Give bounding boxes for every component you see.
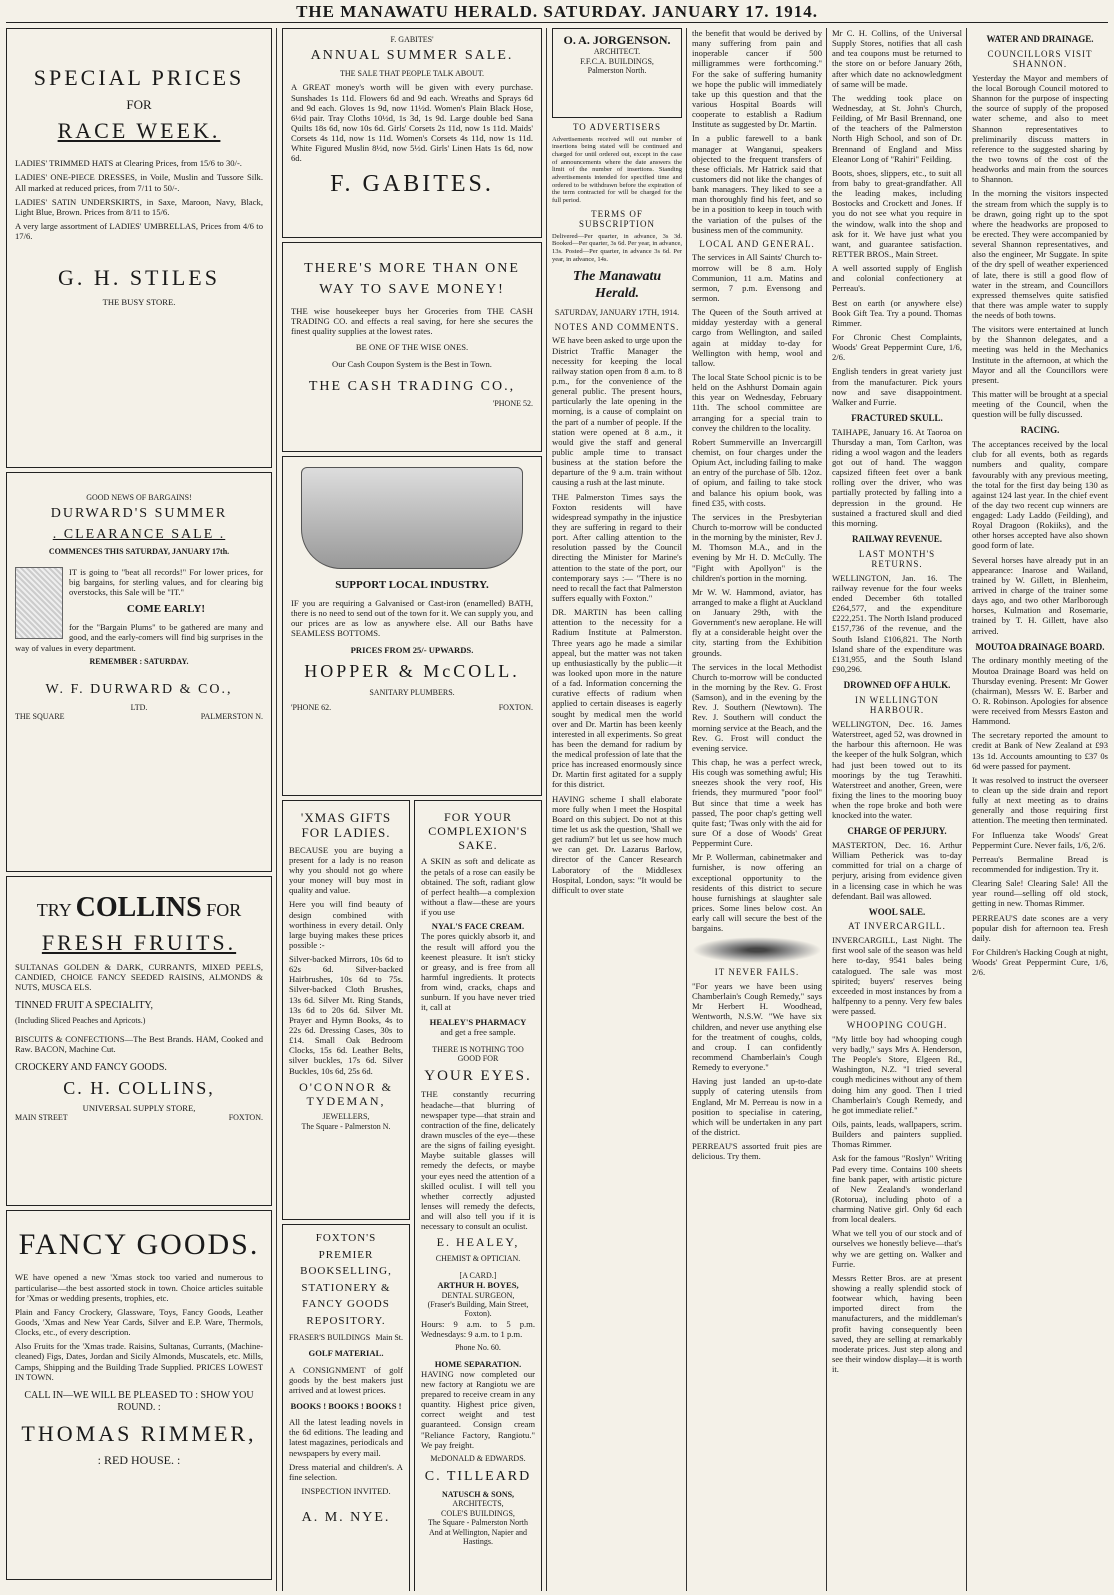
wool-sale-sub: AT INVERCARGILL. [848,921,946,932]
nye-address: Main St. [375,1333,403,1342]
durward-top: GOOD NEWS OF BARGAINS! [86,493,192,502]
gabites-top: F. GABITES' [390,35,434,44]
collins-text: (Including Sliced Peaches and Apricots.) [15,1016,146,1026]
article-text: Robert Summerville an Invercargill chemist, on four charges under the Opium Act, including failing to make an entry of the purchase of 5lb. 12oz. of opium, and failing to take stock and balance his opium book, was fined £35, with costs. [692,436,822,508]
stiles-text: LADIES' TRIMMED HATS at Clearing Prices, from 15/6 to 30/-. [15,158,242,169]
article-text: INVERCARGILL, Last Night. The first wool sale of the season was held here to-day, 9541 bales being catalogued. The sale was most spirited; buyers' reserves being exceeded in most instances by from a halfpenny to a penny. Very few bales were passed. [832,935,962,1017]
durward-remember: REMEMBER : SATURDAY. [89,656,189,666]
separation-text: HAVING now completed our new factory at Rangiotu we are prepared to receive cream in any quantity. Highest price given, correct weight and test guaranteed. Consign cream "Reliance Factory, Rangiotu." We pay freight. [421,1368,535,1450]
collins-text: TINNED FRUIT A SPECIALITY, [15,1000,153,1012]
article-text: The services in All Saints' Church to-morrow will be 8 a.m. Holy Communion, 11 a.m. Matins and sermon, 7 p.m. Evensong and sermon. [692,252,822,303]
nye-heading: FOXTON'S PREMIER BOOKSELLING, STATIONERY & FANCY GOODS REPOSITORY. [300,1232,392,1327]
article-text: This matter will be brought at a special meeting of the Council, when the question will be fully discussed. [972,389,1108,420]
article-text: What we tell you of our stock and of ourselves we honestly believe—that's why we are getting on. Walker and Furrie. [832,1228,962,1269]
jorgenson-town: Palmerston North. [587,66,647,76]
column-divider [966,28,967,1591]
nye-address: FRASER'S BUILDINGS [289,1333,371,1342]
article-text: WELLINGTON, Dec. 16. James Waterstreet, aged 52, was drowned in the harbour this afternoon. He was the keeper of the hulk Solgran, which had just been towed out to its moorings by the tug Terawhiti. Waterstreet and another, Green, were fixing the lines to the mooring buoy when the rope broke and both were knocked into the water. [832,719,962,821]
complexion-sample: and get a free sample. [440,1026,516,1037]
durward-text: IT is going to "beat all records!" For lower prices, for big bargains, for sterling values, and for clearing big overstocks, this Sale will be "IT." [69,566,263,598]
stiles-heading-1: SPECIAL PRICES [33,65,245,90]
nye-golf: GOLF MATERIAL. [308,1348,384,1359]
separation-heading: HOME SEPARATION. [434,1358,522,1369]
article-text: The services in the local Methodist Church to-morrow will be conducted in the morning by the Rev. G. Frost (Samson), and in the evening by the Rev. J. Southern (Newtown). The Rev. J. Southern will conduct the morning service at the Beach, and the Rev. G. Frost will conduct the evening service. [692,661,822,753]
durward-address: THE SQUARE [15,712,65,722]
article-text: For Children's Hacking Cough at night, Woods' Great Peppermint Cure, 1/6, 2/6. [972,947,1108,978]
article-text: MASTERTON, Dec. 16. Arthur William Petherick was to-day committed for trial on a charge of perjury, arising from evidence given in a licensing case in which he was defendant. Bail was allowed. [832,840,962,901]
hopper-name: HOPPER & McCOLL. [304,660,520,681]
durward-heading: . CLEARANCE SALE . [52,526,226,542]
hopper-heading: SUPPORT LOCAL INDUSTRY. [335,579,489,591]
xmas-sub: JEWELLERS, [322,1112,370,1122]
stiles-name: G. H. STILES [58,265,220,291]
cash-heading: THERE'S MORE THAN ONE [304,261,520,276]
article-text: Boots, shoes, slippers, etc., to suit all from baby to great-grandfather. All the leading makes, including Bostocks and Crockett and Jones. If you do not see what you require in the window, walk into the shop and ask for it. We have just what you want, and guarantee satisfaction. RETTER BROS., Main Street. [832,167,962,259]
nye-advert [282,1224,410,1591]
stiles-text: LADIES' SATIN UNDERSKIRTS, in Saxe, Maroon, Navy, Black, Light Blue, Brown. Prices from 8/11 to 15/6. [15,196,263,217]
fancy-goods-advert [6,1210,272,1580]
collins-name: COLLINS [75,892,202,923]
moutoa-heading: MOUTOA DRAINAGE BOARD. [975,641,1105,652]
hopper-phone: 'PHONE 62. [291,703,332,713]
durward-subheading: COMMENCES THIS SATURDAY, JANUARY 17th. [48,547,230,557]
advertisers-heading: TO ADVERTISERS [572,122,662,132]
column-5 [692,28,822,1591]
collins-advert [6,876,272,1206]
collins-sign: C. H. COLLINS, [63,1077,215,1098]
complexion-text: The pores quickly absorb it, and the result will afford you the keenest pleasure. It isn't sticky or greasy, and is free from all harmful ingredients. It protects from wind, cracks, chaps and sunburn. If you have never tried it, call at [421,931,535,1013]
collins-store: UNIVERSAL SUPPLY STORE, [82,1102,196,1113]
article-text: Mr P. Wollerman, cabinetmaker and furnisher, is now offering an exceptional opportunity to the residents of this district to secure house furnishings at slaughter sale prices. Some lines below cost. An early call will secure the best of the bargains. [692,852,822,934]
article-text: Several horses have already put in an appearance: Inarose and Wailand, trained by W. Gillett, in Blenheim, arrived in charge of the trainer some days ago, and two other Marlborough horses, Kulmation and Rosemarie, trained by T. H. Gillett, have also arrived. [972,554,1108,636]
drowned-sub: IN WELLINGTON HARBOUR. [855,694,939,716]
gabites-advert [282,28,542,238]
fancy-goods-call: CALL IN—WE WILL BE PLEASED TO : SHOW YOU ROUND. : [24,1389,254,1413]
durward-ltd: LTD. [130,702,148,712]
cash-heading: WAY TO SAVE MONEY! [319,281,505,297]
article-text: the benefit that would be derived by many suffering from pain and inoperable cancer if 500 milligrammes were forthcoming." For the sake of suffering humanity we hope the public will immediately take up this question and that the various Hospital Boards will cooperate to establish a Radium Institute as suggested by Dr. Martin. [692,28,822,130]
stiles-text: LADIES' ONE-PIECE DRESSES, in Voile, Muslin and Tussore Silk. All marked at reduced prices, from 7/11 to 50/-. [15,172,263,193]
durward-heading: DURWARD'S SUMMER [50,506,228,522]
jorgenson-sub: ARCHITECT. [593,47,641,57]
column-divider [276,28,277,1591]
tilleard-building: COLE'S BUILDINGS, [441,1508,515,1518]
column-6 [832,28,962,1591]
stiles-tagline: THE BUSY STORE. [102,297,176,308]
tilleard-arch: ARCHITECTS, [452,1499,504,1509]
column-divider [546,28,547,1591]
durward-text: for the "Bargain Plums" to be gathered are many and good, and the early-comers will find big surprises in the way of values in every department. [15,622,263,653]
cash-trading-advert [282,242,542,452]
complexion-cream: NYAL'S FACE CREAM. [431,921,525,932]
article-text: The Queen of the South arrived at midday yesterday with a general cargo from Wellington, and sailed again at midday to-day for Wellington with hemp, wool and tallow. [692,307,822,368]
notes-text: DR. MARTIN has been calling attention to the necessity for a Radium Institute at Palmerston. Three years ago he made a similar appeal, but the matter was not taken up enthusiastically by the public—it was looked upon more in the nature of a fad. Information concerning the curative effects of radium when applied to certain diseases is eagerly sought by medical men the world over and Dr. Martin has been keenly interested in all experiments. So great has been the demand for radium by the medical profession of late that the price has increased enormously since Dr. Martin first agitated for a supply for this district. [552,607,682,790]
article-text: PERREAU'S assorted fruit pies are delicious. Try them. [692,1141,822,1162]
xmas-text: BECAUSE you are buying a present for a lady is no reason why you should not go where your money will buy most in quality and value. [289,844,403,896]
tilleard-address: And at Wellington, Napier and Hastings. [428,1527,528,1546]
fancy-goods-text: Plain and Fancy Crockery, Glassware, Toys, Fancy Goods, Leather Goods, 'Xmas and New Year Cards, Silver and E.P. Ware, Thermols, Clocks, etc., of every description. [15,1306,263,1338]
collins-try: TRY [36,900,72,920]
notes-text: THE Palmerston Times says the Foxton residents will have widespread sympathy in the injustice they are suffering in regard to their port. After calling attention to the resolution passed by the Council directing the Minister for Marine's attention to the state of the port, our contemporary says :— "There is no need to recall the fact that Palmerston suffers equally with Foxton." [552,491,682,603]
bath-illustration [301,467,523,569]
fancy-goods-heading: FANCY GOODS. [18,1228,260,1261]
fractured-skull-heading: FRACTURED SKULL. [851,412,943,423]
article-text: English tenders in great variety just from the manufacturer. Pick yours now and save disappointment. Walker and Furrie. [832,366,962,407]
healey-name: E. HEALEY, [436,1235,520,1250]
column-divider [826,28,827,1591]
railway-revenue-sub: LAST MONTH'S RETURNS. [858,548,936,570]
article-text: For Chronic Chest Complaints, Woods' Great Peppermint Cure, 1/6, 2/6. [832,331,962,363]
article-text: Perreau's Bermaline Bread is recommended for indigestion. Try it. [972,853,1108,875]
article-text: Oils, paints, leads, wallpapers, scrim. Builders and painters supplied. Thomas Rimmer. [832,1118,962,1150]
article-text: Best on earth (or anywhere else) Book Gift Tea. Try a pound. Thomas Rimmer. [832,297,962,328]
local-general-heading: LOCAL AND GENERAL. [699,238,815,249]
lady-illustration [15,567,63,639]
article-text: For Influenza take Woods' Great Peppermint Cure. Never fails, 1/6, 2/6. [972,829,1108,850]
healey-sub: CHEMIST & OPTICIAN. [435,1253,521,1263]
article-text: The services in the Presbyterian Church to-morrow will be conducted in the morning by the minister, Rev J. M. Thomson M.A., and in the evening by Mr H. D. McCully. The "Fight with Apollyon" is the children's portion in the morning. [692,511,822,583]
water-drainage-heading: WATER AND DRAINAGE. [986,34,1094,44]
tilleard-name: C. TILLEARD [424,1469,532,1485]
cash-name: THE CASH TRADING CO., [308,378,516,394]
hopper-text: IF you are requiring a Galvanised or Cast-iron (enamelled) BATH, there is no need to send out of the town for it. We can supply you, and our prices are as low as anywhere else. All our Baths have SEAMLESS BOTTOMS. [291,597,533,639]
nye-text: All the latest leading novels in the 6d editions. The leading and latest magazines, periodicals and newspapers by every mail. [289,1417,403,1458]
cash-wise: BE ONE OF THE WISE ONES. [355,342,469,353]
cash-phone: 'PHONE 52. [492,399,533,409]
stiles-heading-2: FOR [126,96,152,112]
hopper-sub: SANITARY PLUMBERS. [369,687,455,697]
collins-street: MAIN STREET [15,1113,68,1123]
collins-text: SULTANAS GOLDEN & DARK, CURRANTS, MIXED PEELS, CANDIED, CHOICE FANCY SEEDED RAISINS, ALMONDS & NUTS, MUSCA ELS. [15,961,263,993]
subscription-heading: TERMS OF SUBSCRIPTION [578,208,655,230]
notes-text: HAVING scheme I shall elaborate more fully when I meet the Hospital Board on this subject. Do not at this time let us ask the question, 'Shall we get radium?' but let us see how much we can get. Dr. Lazarus Barlow, director of the Cancer Research Laboratory of the Middlesex Hospital, London, says: "It would be difficult to over state [552,793,682,895]
article-text: The visitors were entertained at lunch by the Shannon delegates, and a meeting was held in the Mechanics Institute in the afternoon, at which the Mayor and all the Councillors were present. [972,324,1108,385]
collins-for: FOR [206,900,242,920]
eyes-top: THERE IS NOTHING TOO GOOD FOR [432,1044,524,1064]
column-1 [6,28,272,1591]
article-text: The acceptances received by the local club for all events, both as regards numbers and quality, compare favourably with any previous meeting, the total for the first day being 130 as against 124 last year. In the chief event of the day two recent cup winners are engaged: Lady Laddo (Feilding), and Royal Dragoon (Rokiiks), and the other horses accepted have also shown good form of late. [972,439,1108,551]
durward-advert [6,472,272,872]
rimmer-name: THOMAS RIMMER, [21,1421,257,1447]
xmas-heading: 'XMAS GIFTS FOR LADIES. [300,810,392,841]
article-text: The local State School picnic is to be held on the Ashhurst Domain again this year on Wednesday, February 11th. The school committee are arranging for a special train to convey the children to the locality. [692,371,822,433]
durward-address: PALMERSTON N. [200,712,263,722]
article-text: PERREAU'S date scones are a very popular dish for afternoon tea. Fresh daily. [972,912,1108,943]
article-text: Mr W. W. Hammond, aviator, has arranged to make a flight at Auckland on January 29th, with the Government's new aeroplane. He will fly at a considerable height over the city, starting from the Exhibition grounds. [692,586,822,658]
nye-name: A. M. NYE. [301,1510,391,1526]
ink-blot [692,937,822,963]
complexion-heading: FOR YOUR COMPLEXION'S SAKE. [428,810,528,853]
eyes-text: THE constantly recurring headache—that blurring of newspaper type—that strain and contraction of the fine, delicately drawn muscles of the eye—these are the signs of failing eyesight. Maybe suitable glasses will remedy the defects, or maybe your eyes need the attention of a skilled oculist. I will tell you whether correctly adjusted lenses will remedy the defects, and will also tell you if it is necessary to consult an oculist. [421,1089,535,1232]
durward-come-early: COME EARLY! [126,603,206,616]
never-fails-heading: IT NEVER FAILS. [714,967,800,978]
article-text: In the morning the visitors inspected the stream from which the supply is to be drawn, going right up to the spot where the headworks are proposed to be erected. They were accompanied by several Shannon representatives, and also the engineer, Mr Suggate. In spite of the dry spell of weather experienced of late, there is still a good flow of water in the stream, and Councillors expressed themselves quite satisfied that there was ample water to supply the needs of both towns. [972,188,1108,321]
stiles-text: A very large assortment of LADIES' UMBRELLAS, Prices from 4/6 to 17/6. [15,220,263,242]
boyes-address: (Fraser's Building, Main Street, Foxton). [427,1300,529,1319]
durward-name: W. F. DURWARD & CO., [45,682,233,698]
collins-text: CROCKERY AND FANCY GOODS. [15,1061,167,1073]
hopper-advert [282,456,542,796]
cash-coupon: Our Cash Coupon System is the Best in Town. [332,358,492,369]
gabites-text: A GREAT money's worth will be given with every purchase. Sunshades 1s 11d. Flowers 6d and 9d each. Wreaths and Sprays 6d and 9d each. Gloves 1s 9d, now 11½d. Women's Plain Black Hose, 6½d pair. Tray Cloths 10½d, 1s 3d, 1s 9d. Large double bed Sana Quilts 18s 6d, now 10s 6d. Girls' Corsets 2s 11d, now 1s 11d. Maids' Corsets 4s 11d, now 1s 11d. Women's Corsets 4s 11d, now 1s 11d. White Figured Muslin 8½d, now 5½d. Girls' Linen Hats 1s 6d, now 6d. [291,82,533,164]
xmas-gifts-advert [282,800,410,1220]
complexion-pharmacy: HEALEY'S PHARMACY [429,1016,527,1027]
stiles-advert [6,28,272,468]
article-text: This chap, he was a perfect wreck, His cough was something awful; His sneezes shook the very roof, His friends, they murmured "poor fool" But since that time a week has passed, The poor chap's getting well quite fast; 'Twas only with the aid for sure Of a dose of Woods' Great Peppermint Cure. [692,757,822,849]
racing-heading: RACING. [1020,425,1060,436]
tilleard-sub: NATUSCH & SONS, [441,1489,515,1499]
boyes-hours: Hours: 9 a.m. to 5 p.m. Wednesdays: 9 a.m. to 1 p.m. [421,1318,535,1340]
stiles-heading-3: RACE WEEK. [57,118,221,144]
notes-heading: NOTES AND COMMENTS. [554,321,680,332]
wool-sale-heading: WOOL SALE. [868,906,926,917]
advertisers-text: Advertisements received will out number of insertions being stated will be continued and charged for until ordered out, except in the case of announcements where the date answers the limit of the number of insertions. Standing advertisements intended for specified time and ordered to be withdrawn before the expiration of the term contracted for will be charged for the full period. [552,135,682,204]
gabites-sub: THE SALE THAT PEOPLE TALK ABOUT. [339,68,485,78]
cash-text: THE wise housekeeper buys her Groceries from THE CASH TRADING CO. and effects a real saving, for here she secures the finest quality supplies at the lowest rates. [291,306,533,337]
article-text: A well assorted supply of English and colonial confectionery at Perreau's. [832,263,962,294]
article-text: Yesterday the Mayor and members of the local Borough Council motored to Shannon for the purpose of inspecting the source of supply of the proposed water scheme, and also to meet Shannon representatives to preliminarily discuss matters in reference to the suggested sharing by the two towns of the cost of the headworks and main from the sources to Shannon. [972,72,1108,185]
column-7 [972,28,1108,1591]
collins-text: BISCUITS & CONFECTIONS—The Best Brands. HAM, Cooked and Raw. BACON, Machine Cut. [15,1033,263,1054]
fancy-goods-text: Also Fruits for the 'Xmas trade. Raisins, Sultanas, Currants, (Machine-cleaned) Figs, Dates, Jordan and Sicily Almonds, Muscatels, etc. Mills, Camps, Shipping and the Building Trade Supplied. PRICES LOWEST IN TOWN. [15,1341,263,1382]
railway-revenue-heading: RAILWAY REVENUE. [851,533,943,544]
column-4 [552,28,682,1591]
whooping-cough-heading: WHOOPING COUGH. [846,1020,948,1031]
nye-text: A CONSIGNMENT of golf goods by the best makers just arrived and at lowest prices. [289,1364,403,1395]
xmas-address: The Square - Palmerston N. [301,1121,391,1131]
perjury-heading: CHARGE OF PERJURY. [847,826,947,837]
boyes-card: [A CARD.] [459,1270,497,1280]
fancy-goods-text: WE have opened a new 'Xmas stock too varied and numerous to particularise—the best assorted stock in town. Choice articles suitable for 'Xmas or wedding presents, trophies, etc. [15,1272,263,1303]
boyes-phone: Phone No. 60. [455,1343,501,1353]
xmas-list: Silver-backed Mirrors, 10s 6d to 62s 6d. Silver-backed Hairbrushes, 10s 6d to 75s. Silver-backed Cloth Brushes, 13s 6d. Silver Mt. Ring Stands, 13s 6d to 20s 6d. Silver Mt. Prayer and Hymn Books, 4s to 22s 6d. Dressing Cases, 30s to £14. Small Oak Bedroom Clocks, 15s 6d. Leather Belts, silver buckles, 17s 6d. Silver Buckles, 10s 6d, 25s 6d. [289,954,403,1076]
gabites-heading: ANNUAL SUMMER SALE. [310,48,514,64]
article-text: "My little boy had whooping cough very badly," says Mrs A. Henderson, The People's Store, Elgeen Rd., Washington, N.Z. "I tried several cough medicines without any of them doing him any good. Then I tried Chamberlain's Cough Remedy, and he got immediate relief." [832,1033,962,1115]
boyes-sub: DENTAL SURGEON, [441,1290,515,1300]
article-text: "For years we have been using Chamberlain's Cough Remedy," says Mr Herbert H. Woodhead, Wentworth, N.S.W. "We have six children, and never use anything else for the treatment of coughs, colds, and croup. I can confidently recommend Chamberlain's Cough Remedy to everyone." [692,981,822,1073]
hopper-prices: PRICES FROM 25/- UPWARDS. [350,644,474,655]
nye-books: BOOKS ! BOOKS ! BOOKS ! [290,1401,402,1411]
article-text: Clearing Sale! Clearing Sale! All the year round—selling off old stock, getting in new. Thomas Rimmer. [972,878,1108,909]
article-text: The wedding took place on Wednesday, at St. John's Church, Feilding, of Mr Basil Brennand, one of the teachers of the Palmerston North High School, and son of Dr. Brennand of England and Miss Eleanor Long of "Rahiri" Feilding. [832,92,962,164]
article-text: Messrs Retter Bros. are at present showing a really splendid stock of footwear which, having been imported direct from the manufacturers, and the middleman's profit having consequently been saved, they are selling at remarkably moderate prices. Just step along and see their window display—it is worth it. [832,1272,962,1375]
tilleard-address: The Square - Palmerston North [428,1518,528,1528]
boyes-name: ARTHUR H. BOYES, [437,1280,519,1291]
eyes-heading: YOUR EYES. [424,1067,532,1084]
article-text: Ask for the famous "Roslyn" Writing Pad every time. Contains 100 sheets fine bank paper, with artistic picture of New Zealand's wonderland (Rotorua), including photo of a charming Native girl. Only 6d each from local dealers. [832,1153,962,1225]
article-text: The ordinary monthly meeting of the Moutoa Drainage Board was held on Thursday evening. Present: Mr Gower (chairman), Messrs W. E. Barber and O. R. Robinson. Apologies for absence were received from Messrs Easton and Hammond. [972,655,1108,727]
nye-inspection: INSPECTION INVITED. [301,1485,391,1496]
drowned-heading: DROWNED OFF A HULK. [843,680,951,691]
paper-name: The Manawatu Herald. [572,269,662,301]
article-text: WELLINGTON, Jan. 16. The railway revenue for the four weeks ended December 6th totalled £264,577, and the expenditure £222,251. The North Island produced £157,736 of the revenue, and the South Island £106,821. The North Island share of the expenditure was £131,955, and the South Island £90,296. [832,572,962,675]
jorgenson-card [552,28,682,118]
xmas-name: O'CONNOR & TYDEMAN, [299,1079,393,1108]
hopper-town: FOXTON. [498,703,533,713]
article-text: Mr C. H. Collins, of the Universal Supply Stores, notifies that all cash and tea coupons must be returned to the store on or before January 26th, after which date no acknowledgment of same will be made. [832,28,962,89]
article-text: Having just landed an up-to-date supply of catering utensils from England, Mr M. Perreau is now in a position to specialise in catering, which will be undertaken in any part of the district. [692,1076,822,1137]
column-divider [686,28,687,1591]
rimmer-house: : RED HOUSE. : [97,1453,181,1468]
notes-text: WE have been asked to urge upon the District Traffic Manager the necessity for keeping the local railway station open from 8 a.m. to 8 p.m., for the convenience of the general public. The present hours, particularly the late opening in the morning, is a cause of complaint on the part of a number of people. If the station were opened at 8 a.m., it would give the staff and general public ample time to transact business at the station before the departure of the 9 a.m. train without causing a rush at the last minute. [552,335,682,488]
article-text: It was resolved to instruct the overseer to clean up the side drain and report fully at next meeting as to drains generally and those requiring first attention. The meeting then terminated. [972,774,1108,826]
jorgenson-building: F.F.C.A. BUILDINGS, [580,56,654,66]
collins-town: FOXTON. [228,1113,263,1123]
masthead: THE MANAWATU HERALD. SATURDAY. JANUARY 17. 1914. [296,2,818,21]
separation-sign: McDONALD & EDWARDS. [430,1453,526,1463]
water-drainage-sub: COUNCILLORS VISIT SHANNON. [987,48,1093,70]
jorgenson-name: O. A. JORGENSON. [563,33,671,47]
column-2 [282,28,542,1591]
issue-date: SATURDAY, JANUARY 17TH, 1914. [554,308,680,318]
nye-text: Dress material and children's. A fine selection. [289,1461,403,1482]
subscription-text: Delivered—Per quarter, in advance, 3s 3d. Booked—Per quarter, 3s 6d. Per year, in advance, 13s. Posted—Per quarter, in advance 3s 6d. Per year, in advance, 14s. [552,232,682,263]
article-text: TAIHAPE, January 16. At Taoroa on Thursday a man, Tom Carlton, was riding a wool wagon and the leaders got out of hand. The waggon capsized fifteen feet over a bank rolling over the driver, who was partially protected by falling into a depression in the ground. He sustained a fractured skull and died this morning. [832,426,962,528]
article-text: In a public farewell to a bank manager at Wanganui, speakers objected to the frequent transfers of these officials. Mr Hatrick said that customers did not like the changes of bank managers. They liked to see a man thoroughly find his feet, and so be in a position to keep in touch with the variation of the pulses of the business men of the community. [692,133,822,235]
column-3-adverts [414,800,542,1591]
masthead-rule [6,22,1108,23]
complexion-text: A SKIN as soft and delicate as the petals of a rose can easily be obtained. The soft, radiant glow of perfect health—a complexion without a flaw—these are yours if you use [421,856,535,918]
gabites-name: F. GABITES. [330,170,494,197]
xmas-text: Here you will find beauty of design combined with worthiness in every detail. Only large buying makes these prices possible :- [289,899,403,950]
article-text: The secretary reported the amount to credit at Bank of New Zealand at £93 13s 1d. Accounts amounting to £37 0s 6d were passed for payment. [972,730,1108,771]
collins-fresh: FRESH FRUITS. [41,930,237,956]
